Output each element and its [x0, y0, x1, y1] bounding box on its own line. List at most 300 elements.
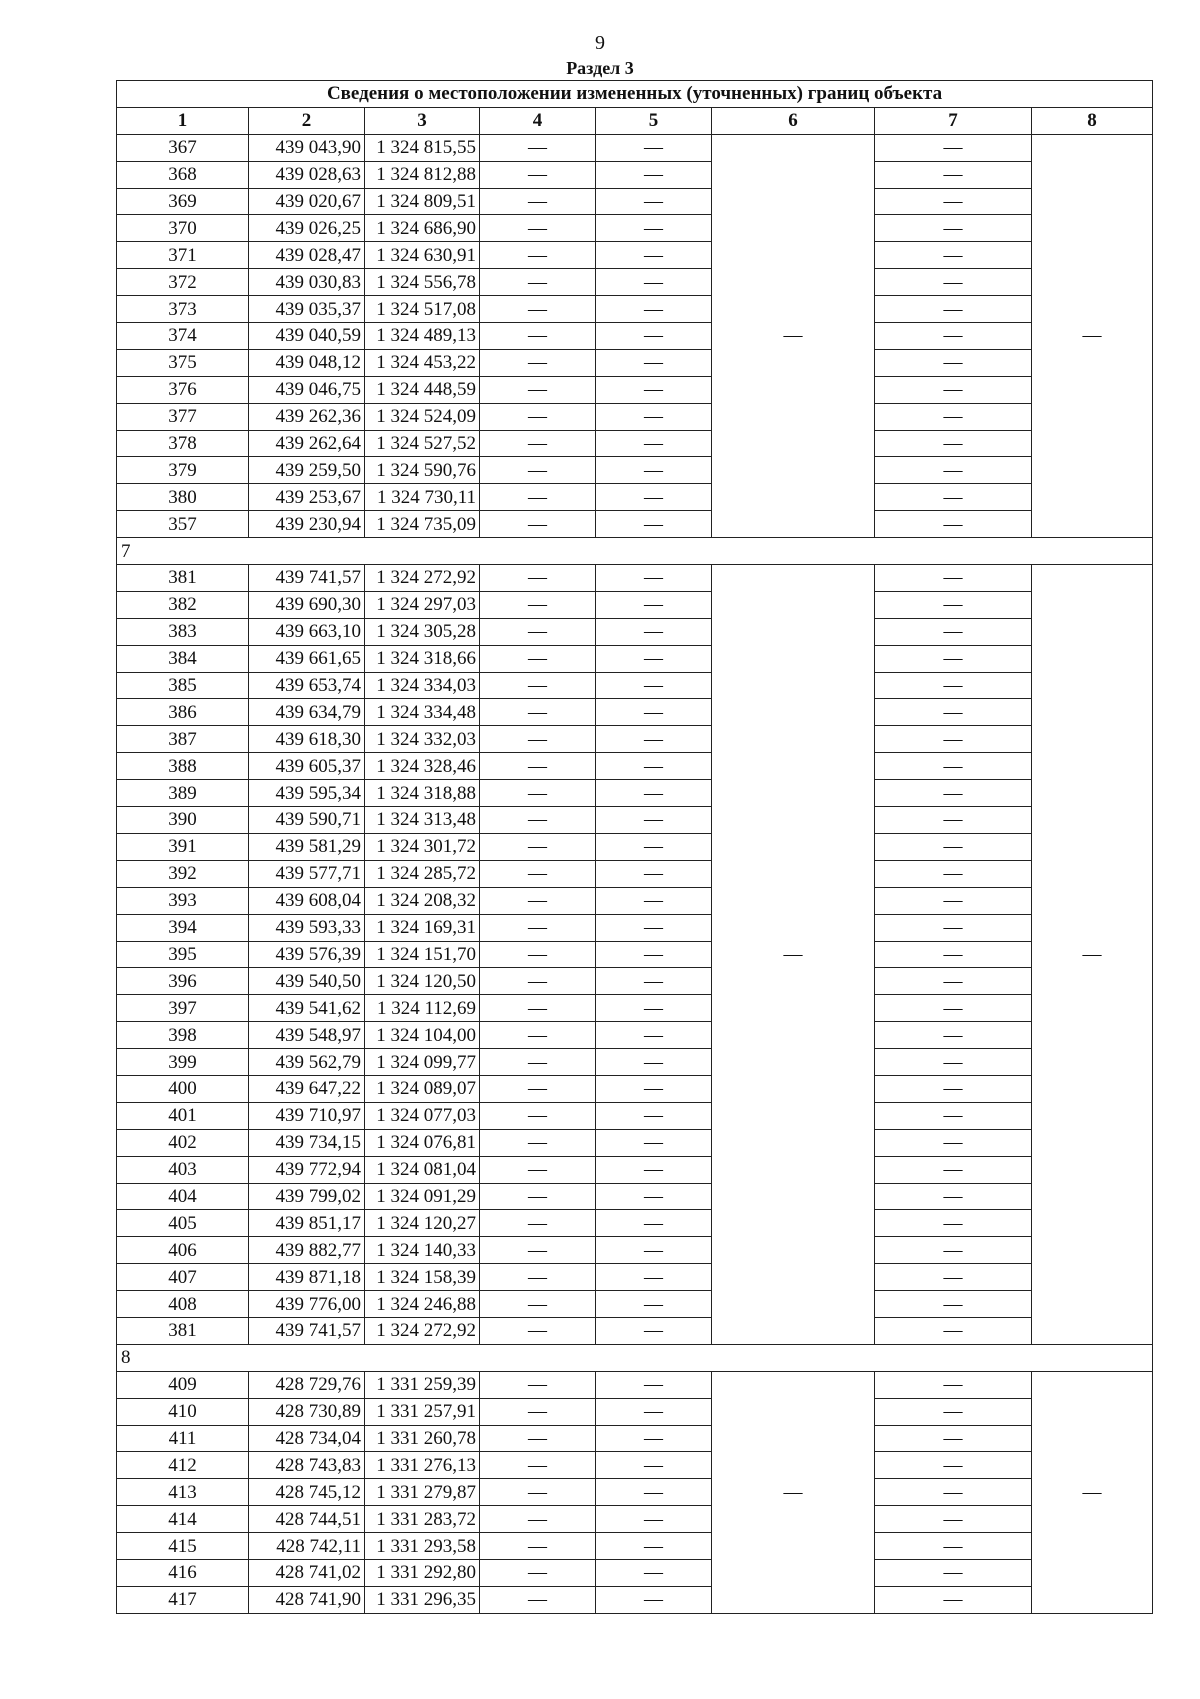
column-7-cell: —: [875, 1075, 1032, 1102]
column-5-cell: —: [596, 1264, 712, 1291]
coordinate-x-cell: 428 742,11: [249, 1533, 365, 1560]
column-5-cell: —: [596, 1210, 712, 1237]
table-row: [117, 833, 1153, 860]
coordinate-y-cell: 1 324 556,78: [365, 269, 480, 296]
table-row: [117, 296, 1153, 323]
column-7-cell: —: [875, 1291, 1032, 1318]
coordinate-x-cell: 439 030,83: [249, 269, 365, 296]
column-7-cell: —: [875, 323, 1032, 350]
coordinate-y-cell: 1 324 686,90: [365, 215, 480, 242]
column-header-3: 3: [365, 107, 480, 134]
point-number-cell: 386: [117, 699, 249, 726]
point-number-cell: 369: [117, 188, 249, 215]
column-7-cell: —: [875, 1371, 1032, 1398]
table-row: [117, 1317, 1153, 1344]
coordinate-y-cell: 1 324 120,50: [365, 968, 480, 995]
group-label-row: [117, 1344, 1153, 1371]
column-7-cell: —: [875, 134, 1032, 161]
coordinate-x-cell: 439 661,65: [249, 645, 365, 672]
column-7-cell: —: [875, 672, 1032, 699]
column-4-cell: —: [480, 941, 596, 968]
column-5-cell: —: [596, 1049, 712, 1076]
coordinate-x-cell: 428 743,83: [249, 1452, 365, 1479]
column-5-cell: —: [596, 1371, 712, 1398]
table-row: [117, 618, 1153, 645]
column-5-cell: —: [596, 1425, 712, 1452]
point-number-cell: 382: [117, 591, 249, 618]
point-number-cell: 372: [117, 269, 249, 296]
column-4-cell: —: [480, 753, 596, 780]
column-7-cell: —: [875, 887, 1032, 914]
column-7-cell: —: [875, 161, 1032, 188]
coordinate-y-cell: 1 324 334,48: [365, 699, 480, 726]
point-number-cell: 396: [117, 968, 249, 995]
coordinate-x-cell: 439 653,74: [249, 672, 365, 699]
point-number-cell: 379: [117, 457, 249, 484]
coordinate-y-cell: 1 324 089,07: [365, 1075, 480, 1102]
coordinate-x-cell: 439 562,79: [249, 1049, 365, 1076]
column-5-cell: —: [596, 349, 712, 376]
column-7-cell: —: [875, 780, 1032, 807]
coordinate-x-cell: 439 776,00: [249, 1291, 365, 1318]
coordinate-y-cell: 1 324 246,88: [365, 1291, 480, 1318]
column-7-cell: —: [875, 269, 1032, 296]
column-7-cell: —: [875, 914, 1032, 941]
coordinate-y-cell: 1 331 296,35: [365, 1586, 480, 1613]
column-7-cell: —: [875, 941, 1032, 968]
column-8-merged-cell: —: [1032, 565, 1153, 1345]
column-4-cell: —: [480, 1022, 596, 1049]
point-number-cell: 380: [117, 484, 249, 511]
column-5-cell: —: [596, 269, 712, 296]
coordinate-x-cell: 439 608,04: [249, 887, 365, 914]
column-7-cell: —: [875, 968, 1032, 995]
coordinate-x-cell: 439 028,47: [249, 242, 365, 269]
column-7-cell: —: [875, 1183, 1032, 1210]
table-row: [117, 457, 1153, 484]
group-label-row: [117, 538, 1153, 565]
point-number-cell: 385: [117, 672, 249, 699]
column-5-cell: —: [596, 323, 712, 350]
column-7-cell: —: [875, 753, 1032, 780]
coordinate-y-cell: 1 324 453,22: [365, 349, 480, 376]
coordinate-y-cell: 1 324 448,59: [365, 376, 480, 403]
column-5-cell: —: [596, 511, 712, 538]
point-number-cell: 370: [117, 215, 249, 242]
coordinate-y-cell: 1 324 285,72: [365, 860, 480, 887]
coordinate-x-cell: 439 028,63: [249, 161, 365, 188]
table-row: [117, 1425, 1153, 1452]
column-4-cell: —: [480, 457, 596, 484]
column-7-cell: —: [875, 1425, 1032, 1452]
column-6-merged-cell: —: [712, 565, 875, 1345]
column-5-cell: —: [596, 161, 712, 188]
group-label: 7: [117, 538, 1153, 565]
table-row: [117, 1156, 1153, 1183]
column-4-cell: —: [480, 914, 596, 941]
column-4-cell: —: [480, 618, 596, 645]
column-5-cell: —: [596, 753, 712, 780]
table-row: [117, 995, 1153, 1022]
column-header-4: 4: [480, 107, 596, 134]
column-7-cell: —: [875, 591, 1032, 618]
table-row: [117, 699, 1153, 726]
column-7-cell: —: [875, 1452, 1032, 1479]
column-4-cell: —: [480, 296, 596, 323]
coordinate-y-cell: 1 324 328,46: [365, 753, 480, 780]
point-number-cell: 387: [117, 726, 249, 753]
column-5-cell: —: [596, 780, 712, 807]
column-4-cell: —: [480, 403, 596, 430]
column-4-cell: —: [480, 887, 596, 914]
table-row: [117, 1183, 1153, 1210]
coordinate-x-cell: 428 734,04: [249, 1425, 365, 1452]
table-row: [117, 780, 1153, 807]
coordinate-y-cell: 1 324 334,03: [365, 672, 480, 699]
column-4-cell: —: [480, 591, 596, 618]
coordinate-x-cell: 439 605,37: [249, 753, 365, 780]
column-5-cell: —: [596, 430, 712, 457]
coordinate-x-cell: 439 851,17: [249, 1210, 365, 1237]
column-7-cell: —: [875, 1317, 1032, 1344]
table-row: [117, 860, 1153, 887]
coordinate-y-cell: 1 331 279,87: [365, 1479, 480, 1506]
coordinate-y-cell: 1 331 260,78: [365, 1425, 480, 1452]
table-row: [117, 565, 1153, 592]
table-row: [117, 645, 1153, 672]
table-row: [117, 1398, 1153, 1425]
column-5-cell: —: [596, 968, 712, 995]
point-number-cell: 388: [117, 753, 249, 780]
column-5-cell: —: [596, 188, 712, 215]
table-row: [117, 1533, 1153, 1560]
coordinate-x-cell: 439 734,15: [249, 1129, 365, 1156]
point-number-cell: 381: [117, 565, 249, 592]
column-7-cell: —: [875, 215, 1032, 242]
coordinate-y-cell: 1 324 151,70: [365, 941, 480, 968]
column-4-cell: —: [480, 807, 596, 834]
column-4-cell: —: [480, 188, 596, 215]
column-5-cell: —: [596, 1479, 712, 1506]
coordinate-y-cell: 1 324 099,77: [365, 1049, 480, 1076]
point-number-cell: 402: [117, 1129, 249, 1156]
column-5-cell: —: [596, 403, 712, 430]
table-row: [117, 1264, 1153, 1291]
column-5-cell: —: [596, 1075, 712, 1102]
column-4-cell: —: [480, 1183, 596, 1210]
table-row: [117, 1452, 1153, 1479]
point-number-cell: 417: [117, 1586, 249, 1613]
coordinate-y-cell: 1 324 112,69: [365, 995, 480, 1022]
point-number-cell: 406: [117, 1237, 249, 1264]
point-number-cell: 411: [117, 1425, 249, 1452]
column-4-cell: —: [480, 699, 596, 726]
coordinate-x-cell: 439 262,36: [249, 403, 365, 430]
column-8-merged-cell: —: [1032, 134, 1153, 537]
coordinate-y-cell: 1 324 104,00: [365, 1022, 480, 1049]
coordinate-y-cell: 1 324 318,66: [365, 645, 480, 672]
table-row: [117, 161, 1153, 188]
column-4-cell: —: [480, 1264, 596, 1291]
coordinate-x-cell: 439 046,75: [249, 376, 365, 403]
table-row: [117, 242, 1153, 269]
point-number-cell: 403: [117, 1156, 249, 1183]
point-number-cell: 393: [117, 887, 249, 914]
coordinate-y-cell: 1 331 276,13: [365, 1452, 480, 1479]
table-row: [117, 1129, 1153, 1156]
column-4-cell: —: [480, 968, 596, 995]
coordinate-x-cell: 428 744,51: [249, 1506, 365, 1533]
column-8-merged-cell: —: [1032, 1371, 1153, 1613]
column-7-cell: —: [875, 484, 1032, 511]
column-7-cell: —: [875, 1586, 1032, 1613]
coordinate-y-cell: 1 324 169,31: [365, 914, 480, 941]
column-5-cell: —: [596, 914, 712, 941]
point-number-cell: 377: [117, 403, 249, 430]
table-row: [117, 403, 1153, 430]
column-header-6: 6: [712, 107, 875, 134]
column-7-cell: —: [875, 995, 1032, 1022]
table-row: [117, 269, 1153, 296]
point-number-cell: 368: [117, 161, 249, 188]
column-5-cell: —: [596, 1559, 712, 1586]
column-5-cell: —: [596, 1022, 712, 1049]
coordinate-x-cell: 439 262,64: [249, 430, 365, 457]
coordinates-table: [116, 80, 1153, 1614]
column-5-cell: —: [596, 833, 712, 860]
column-7-cell: —: [875, 242, 1032, 269]
column-7-cell: —: [875, 1533, 1032, 1560]
coordinate-x-cell: 428 745,12: [249, 1479, 365, 1506]
point-number-cell: 401: [117, 1102, 249, 1129]
column-header-8: 8: [1032, 107, 1153, 134]
point-number-cell: 400: [117, 1075, 249, 1102]
column-7-cell: —: [875, 1102, 1032, 1129]
point-number-cell: 384: [117, 645, 249, 672]
table-row: [117, 807, 1153, 834]
coordinate-y-cell: 1 324 272,92: [365, 565, 480, 592]
column-7-cell: —: [875, 726, 1032, 753]
point-number-cell: 357: [117, 511, 249, 538]
column-7-cell: —: [875, 296, 1032, 323]
coordinate-y-cell: 1 324 158,39: [365, 1264, 480, 1291]
column-5-cell: —: [596, 1398, 712, 1425]
column-7-cell: —: [875, 807, 1032, 834]
point-number-cell: 412: [117, 1452, 249, 1479]
column-5-cell: —: [596, 1102, 712, 1129]
coordinate-x-cell: 439 799,02: [249, 1183, 365, 1210]
coordinate-x-cell: 439 690,30: [249, 591, 365, 618]
coordinate-x-cell: 439 259,50: [249, 457, 365, 484]
column-4-cell: —: [480, 565, 596, 592]
section-title: Раздел 3: [566, 58, 634, 78]
column-7-cell: —: [875, 376, 1032, 403]
coordinate-y-cell: 1 331 292,80: [365, 1559, 480, 1586]
point-number-cell: 395: [117, 941, 249, 968]
table-row: [117, 376, 1153, 403]
coordinate-x-cell: 439 871,18: [249, 1264, 365, 1291]
column-7-cell: —: [875, 1559, 1032, 1586]
column-4-cell: —: [480, 1156, 596, 1183]
coordinate-x-cell: 439 741,57: [249, 1317, 365, 1344]
column-7-cell: —: [875, 457, 1032, 484]
coordinate-x-cell: 439 541,62: [249, 995, 365, 1022]
column-7-cell: —: [875, 1237, 1032, 1264]
column-6-merged-cell: —: [712, 134, 875, 537]
column-4-cell: —: [480, 269, 596, 296]
column-5-cell: —: [596, 376, 712, 403]
column-4-cell: —: [480, 1452, 596, 1479]
point-number-cell: 404: [117, 1183, 249, 1210]
coordinate-y-cell: 1 324 630,91: [365, 242, 480, 269]
table-row: [117, 188, 1153, 215]
column-5-cell: —: [596, 995, 712, 1022]
table-row: [117, 672, 1153, 699]
point-number-cell: 371: [117, 242, 249, 269]
coordinate-x-cell: 428 741,02: [249, 1559, 365, 1586]
coordinate-x-cell: 439 590,71: [249, 807, 365, 834]
column-4-cell: —: [480, 1291, 596, 1318]
column-7-cell: —: [875, 1022, 1032, 1049]
point-number-cell: 408: [117, 1291, 249, 1318]
coordinate-x-cell: 428 741,90: [249, 1586, 365, 1613]
column-5-cell: —: [596, 887, 712, 914]
coordinate-x-cell: 439 647,22: [249, 1075, 365, 1102]
column-7-cell: —: [875, 565, 1032, 592]
column-7-cell: —: [875, 188, 1032, 215]
column-5-cell: —: [596, 484, 712, 511]
table-row: [117, 1479, 1153, 1506]
point-number-cell: 413: [117, 1479, 249, 1506]
point-number-cell: 375: [117, 349, 249, 376]
coordinate-y-cell: 1 324 815,55: [365, 134, 480, 161]
point-number-cell: 374: [117, 323, 249, 350]
column-4-cell: —: [480, 1210, 596, 1237]
table-row: [117, 1049, 1153, 1076]
coordinate-x-cell: 439 595,34: [249, 780, 365, 807]
column-4-cell: —: [480, 726, 596, 753]
column-4-cell: —: [480, 376, 596, 403]
coordinate-x-cell: 439 040,59: [249, 323, 365, 350]
column-header-7: 7: [875, 107, 1032, 134]
column-5-cell: —: [596, 941, 712, 968]
point-number-cell: 378: [117, 430, 249, 457]
column-4-cell: —: [480, 161, 596, 188]
column-5-cell: —: [596, 618, 712, 645]
coordinate-y-cell: 1 324 590,76: [365, 457, 480, 484]
column-4-cell: —: [480, 430, 596, 457]
table-row: [117, 1102, 1153, 1129]
column-7-cell: —: [875, 511, 1032, 538]
table-row: [117, 914, 1153, 941]
column-5-cell: —: [596, 296, 712, 323]
column-7-cell: —: [875, 860, 1032, 887]
table-row: [117, 753, 1153, 780]
coordinate-x-cell: 439 882,77: [249, 1237, 365, 1264]
coordinate-x-cell: 439 230,94: [249, 511, 365, 538]
column-4-cell: —: [480, 1425, 596, 1452]
coordinate-x-cell: 439 710,97: [249, 1102, 365, 1129]
column-5-cell: —: [596, 1452, 712, 1479]
table-row: [117, 349, 1153, 376]
column-4-cell: —: [480, 1533, 596, 1560]
point-number-cell: 390: [117, 807, 249, 834]
point-number-cell: 409: [117, 1371, 249, 1398]
coordinate-x-cell: 439 577,71: [249, 860, 365, 887]
coordinate-y-cell: 1 324 208,32: [365, 887, 480, 914]
table-row: [117, 591, 1153, 618]
point-number-cell: 397: [117, 995, 249, 1022]
column-5-cell: —: [596, 1506, 712, 1533]
coordinate-y-cell: 1 324 297,03: [365, 591, 480, 618]
column-5-cell: —: [596, 1291, 712, 1318]
coordinate-y-cell: 1 331 293,58: [365, 1533, 480, 1560]
coordinate-x-cell: 439 772,94: [249, 1156, 365, 1183]
table-row: [117, 1559, 1153, 1586]
point-number-cell: 414: [117, 1506, 249, 1533]
column-4-cell: —: [480, 833, 596, 860]
column-header-row: [117, 107, 1153, 134]
coordinate-x-cell: 439 035,37: [249, 296, 365, 323]
column-7-cell: —: [875, 1049, 1032, 1076]
column-4-cell: —: [480, 1506, 596, 1533]
column-4-cell: —: [480, 672, 596, 699]
coordinate-y-cell: 1 324 301,72: [365, 833, 480, 860]
coordinate-y-cell: 1 324 524,09: [365, 403, 480, 430]
column-4-cell: —: [480, 1559, 596, 1586]
column-5-cell: —: [596, 1317, 712, 1344]
column-header-5: 5: [596, 107, 712, 134]
coordinate-y-cell: 1 331 257,91: [365, 1398, 480, 1425]
column-4-cell: —: [480, 1371, 596, 1398]
coordinate-x-cell: 439 593,33: [249, 914, 365, 941]
coordinate-x-cell: 428 730,89: [249, 1398, 365, 1425]
coordinate-y-cell: 1 324 812,88: [365, 161, 480, 188]
column-5-cell: —: [596, 1156, 712, 1183]
coordinate-x-cell: 428 729,76: [249, 1371, 365, 1398]
column-5-cell: —: [596, 1586, 712, 1613]
table-caption: Сведения о местоположении измененных (уточненных) границ объекта: [117, 81, 1153, 108]
point-number-cell: 405: [117, 1210, 249, 1237]
coordinate-y-cell: 1 324 332,03: [365, 726, 480, 753]
column-4-cell: —: [480, 860, 596, 887]
column-7-cell: —: [875, 645, 1032, 672]
column-4-cell: —: [480, 1317, 596, 1344]
column-5-cell: —: [596, 726, 712, 753]
table-row: [117, 1371, 1153, 1398]
column-4-cell: —: [480, 1398, 596, 1425]
point-number-cell: 394: [117, 914, 249, 941]
point-number-cell: 392: [117, 860, 249, 887]
table-row: [117, 1291, 1153, 1318]
column-4-cell: —: [480, 1237, 596, 1264]
column-5-cell: —: [596, 591, 712, 618]
column-4-cell: —: [480, 349, 596, 376]
coordinate-y-cell: 1 324 120,27: [365, 1210, 480, 1237]
group-label: 8: [117, 1344, 1153, 1371]
point-number-cell: 367: [117, 134, 249, 161]
table-row: [117, 1237, 1153, 1264]
coordinate-x-cell: 439 576,39: [249, 941, 365, 968]
coordinate-x-cell: 439 581,29: [249, 833, 365, 860]
column-7-cell: —: [875, 699, 1032, 726]
table-body: [117, 134, 1153, 1613]
coordinate-x-cell: 439 043,90: [249, 134, 365, 161]
coordinate-y-cell: 1 324 809,51: [365, 188, 480, 215]
column-7-cell: —: [875, 430, 1032, 457]
coordinate-x-cell: 439 253,67: [249, 484, 365, 511]
column-4-cell: —: [480, 1129, 596, 1156]
